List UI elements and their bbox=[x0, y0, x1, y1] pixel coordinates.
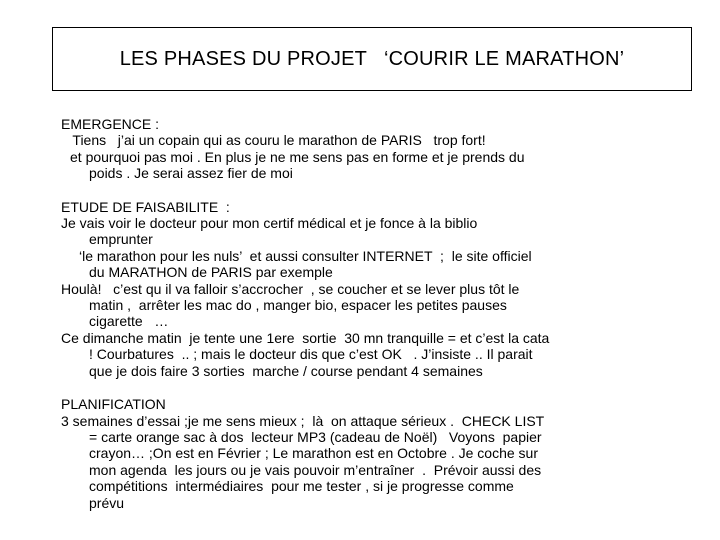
section-heading: PLANIFICATION bbox=[61, 396, 166, 413]
title-box bbox=[52, 27, 692, 91]
slide-title: LES PHASES DU PROJET ‘COURIR LE MARATHON’ bbox=[119, 47, 625, 70]
body-line: Ce dimanche matin je tente une 1ere sortie 30 mn tranquille = et c’est la cata bbox=[61, 329, 550, 346]
body-line: prévu bbox=[89, 494, 125, 511]
body-line: que je dois faire 3 sorties marche / course pendant 4 semaines bbox=[89, 362, 483, 379]
body-line: = carte orange sac à dos lecteur MP3 (cadeau de Noël) Voyons papier bbox=[89, 428, 542, 445]
body-line: Tiens j’ai un copain qui as couru le marathon de PARIS trop fort! bbox=[61, 132, 486, 149]
body-line: ‘le marathon pour les nuls’ et aussi consulter INTERNET ; le site officiel bbox=[79, 247, 532, 264]
section-planification bbox=[61, 396, 661, 511]
body-line: mon agenda les jours ou je vais pouvoir m’entraîner . Prévoir aussi des bbox=[89, 461, 542, 478]
body-line: cigarette … bbox=[89, 313, 169, 330]
body-line: Houlà! c’est qu il va falloir s’accrocher , se coucher et se lever plus tôt le bbox=[61, 280, 520, 297]
section-heading: ETUDE DE FAISABILITE : bbox=[61, 198, 230, 215]
body-line: et pourquoi pas moi . En plus je ne me sens pas en forme et je prends du bbox=[70, 148, 525, 165]
body-line: 3 semaines d’essai ;je me sens mieux ; là on attaque sérieux . CHECK LIST bbox=[61, 412, 545, 429]
body-line: matin , arrêter les mac do , manger bio, espacer les petites pauses bbox=[89, 297, 507, 314]
section-faisabilite bbox=[61, 199, 661, 379]
section-emergence bbox=[61, 116, 661, 182]
section-heading: EMERGENCE : bbox=[61, 116, 160, 132]
body-line: ! Courbatures .. ; mais le docteur dis que c’est OK . J’insiste .. Il parait bbox=[89, 346, 533, 363]
body-line: Je vais voir le docteur pour mon certif médical et je fonce à la biblio bbox=[61, 215, 478, 232]
body-line: emprunter bbox=[89, 231, 153, 248]
body-line: crayon… ;On est en Février ; Le marathon est en Octobre . Je coche sur bbox=[89, 445, 538, 462]
body-line: du MARATHON de PARIS par exemple bbox=[89, 264, 333, 281]
body-line: poids . Je serai assez fier de moi bbox=[89, 165, 293, 182]
slide-body bbox=[61, 116, 661, 511]
body-line: compétitions intermédiaires pour me tester , si je progresse comme bbox=[89, 478, 514, 495]
